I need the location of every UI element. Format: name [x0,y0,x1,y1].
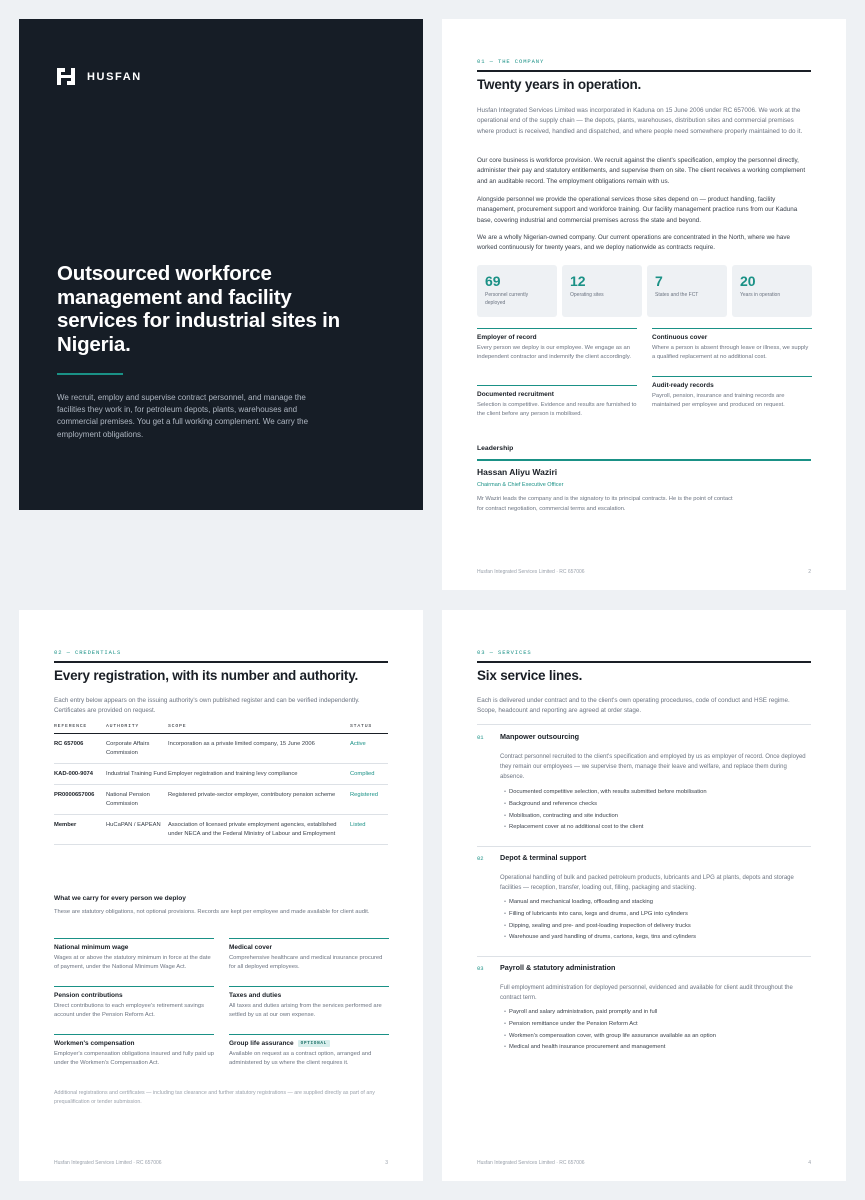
stat-value: 69 [485,273,501,289]
page-title: Six service lines. [477,668,583,683]
cell-authority: National Pension Commission [106,792,150,807]
list-item: • Manual and mechanical loading, offloading and stacking [504,897,804,909]
obligation-body: Wages at or above the statutory minimum in force at the date of payment, under the National Minimum Wage Act. [54,955,211,971]
company-paragraph: Alongside personnel we provide the operational services those sites depend on — product handling, facility management, procurement support and workforce training. Our facility management practice runs from our Kaduna base, covering industrial and commercial premises across the state and beyond. [477,196,798,224]
obligation-title: Taxes and duties [229,992,282,999]
cell-authority: Corporate Affairs Commission [106,741,150,756]
stat-value: 7 [655,273,663,289]
list-item: • Pension remittance under the Pension Reform Act [504,1019,804,1031]
feature-title: Audit-ready records [652,382,714,389]
column-header: REFERENCE [54,724,88,729]
page-title: Every registration, with its number and authority. [54,668,359,683]
page-title: Twenty years in operation. [477,77,642,92]
services-intro: Each is delivered under contract and to the client's own operating procedures, code of conduct and HSE regime. Scope, headcount and reporting are agreed at order stage. [477,697,790,715]
feature-body: Every person we deploy is our employee. We engage as an independent contractor and indemnify the client accordingly. [477,345,631,361]
feature-block [477,385,637,420]
leader-bio: Mr Waziri leads the company and is the signatory to its principal contracts. He is the point of contact for contract negotiation, commercial terms and escalation. [477,496,733,512]
page-footer: Husfan Integrated Services Limited · RC 657006 [477,569,585,575]
credentials-page [19,610,423,1181]
feature-block [477,328,637,363]
list-item: • Payroll and salary administration, paid promptly and in full [504,1007,804,1019]
service-bullets [504,1007,804,1054]
obligation-title: Workmen's compensation [54,1040,135,1047]
column-header: SCOPE [168,724,187,729]
service-number: 03 [477,965,484,972]
page-number: 2 [808,569,811,575]
column-header: AUTHORITY [106,724,140,729]
service-body: Operational handling of bulk and packed petroleum products, lubricants and LPG at plants, depots and storage facilities — reception, transfer, loading out, filling, packaging and stacking. [500,875,794,891]
cell-scope: Employer registration and training levy compliance [168,771,298,777]
table-row [54,785,388,815]
optional-badge: OPTIONAL [298,1040,330,1047]
service-title: Payroll & statutory administration [500,963,616,972]
brand-logo [57,68,142,85]
service-bullets [504,897,804,944]
leadership-rule [477,459,811,461]
services-divider [477,724,811,725]
page-number: 3 [385,1160,388,1166]
stat-label: Years in operation [740,292,781,298]
stat-label: Personnel currently deployed [485,292,529,306]
feature-title: Documented recruitment [477,391,554,398]
page-number: 4 [808,1160,811,1166]
stat-card [647,265,727,317]
service-body: Contract personnel recruited to the client's specification and employed by us as employer of record. Once deployed they remain our employees — we supervise them, manage their leave and welfare, and replace them during absence. [500,754,806,780]
cell-status: Registered [350,792,379,798]
cell-status: Active [350,741,366,747]
obligation-title: National minimum wage [54,944,129,951]
obligation-title-text: Group life assurance [229,1040,294,1047]
table-header [54,724,388,734]
company-lead: Husfan Integrated Services Limited was incorporated in Kaduna on 15 June 2006 under RC 657006. We work at the operational end of the supply chain — the depots, plants, warehouses, distribution sites and commercial premises where product is received, handled and dispatched, and where people need somewhere properly maintained to do it. [477,107,803,135]
page-footer: Husfan Integrated Services Limited · RC 657006 [54,1160,162,1166]
stat-value: 20 [740,273,756,289]
obligation-body: All taxes and duties arising from the services performed are settled by us at our own expense. [229,1003,382,1019]
section-eyebrow: 02 — CREDENTIALS [54,649,122,656]
company-paragraph: Our core business is workforce provision. We recruit against the client's specification, employ the personnel directly, administer their pay and statutory entitlements, and supervise them on site. The client receives a working complement and an auditable record. The employment obligations remain with us. [477,157,806,185]
company-paragraph: We are a wholly Nigerian-owned company. Our current operations are concentrated in the North, where we have worked continuously for twenty years, and we deploy nationwide as contracts require. [477,234,791,252]
title-rule [477,70,811,72]
service-title: Depot & terminal support [500,853,587,862]
cover-page [19,19,423,510]
cell-scope: Registered private-sector employer, contributory pension scheme [168,792,336,798]
obligation-block [229,938,389,973]
stat-card [732,265,812,317]
list-item: • Replacement cover at no additional cost to the client [504,822,804,834]
list-item: • Mobilisation, contracting and site induction [504,811,804,823]
cell-reference: RC 657006 [54,741,84,747]
service-title: Manpower outsourcing [500,732,580,741]
feature-title: Continuous cover [652,334,708,341]
obligation-title: Medical cover [229,944,272,951]
cover-body: We recruit, employ and supervise contract personnel, and manage the facilities they work in, for petroleum depots, plants, warehouses and commercial premises. You get a full working complement. We carry the employment obligations. [57,393,309,439]
list-item: • Warehouse and yard handling of drums, cartons, kegs, tins and cylinders [504,932,804,944]
cell-status: Complied [350,771,375,777]
service-body: Full employment administration for deployed personnel, evidenced and available for client audit throughout the contract term. [500,985,793,1001]
leader-role: Chairman & Chief Executive Officer [477,482,564,488]
cover-divider [57,373,123,375]
brand-wordmark: HUSFAN [87,70,142,83]
services-divider [477,846,811,847]
page-footer: Husfan Integrated Services Limited · RC 657006 [477,1160,585,1166]
obligation-body: Direct contributions to each employee's retirement savings account under the Pension Reform Act. [54,1003,204,1019]
services-page [442,610,846,1181]
company-page [442,19,846,590]
cell-reference: PR0000657006 [54,792,95,798]
table-row [54,734,388,764]
cell-authority: Industrial Training Fund [106,771,167,777]
leadership-heading: Leadership [477,445,514,452]
list-item: • Documented competitive selection, with results submitted before mobilisation [504,787,804,799]
feature-block [652,376,812,411]
title-rule [477,661,811,663]
obligation-block [54,938,214,973]
obligation-block [54,1034,214,1069]
list-item: • Background and reference checks [504,799,804,811]
husfan-logo-icon [57,68,75,85]
feature-block [652,328,812,363]
stat-card [477,265,557,317]
feature-title: Employer of record [477,334,537,341]
section-eyebrow: 01 — THE COMPANY [477,58,545,65]
obligation-body: Comprehensive healthcare and medical insurance procured for all deployed employees. [229,955,383,971]
cell-reference: KAD-000-9074 [54,771,93,777]
carry-intro: These are statutory obligations, not optional provisions. Records are kept per employee and made available for client audit. [54,909,370,915]
list-item: • Dipping, sealing and pre- and post-loading inspection of delivery trucks [504,921,804,933]
registrations-table [54,724,388,845]
feature-body: Selection is competitive. Evidence and results are furnished to the client before any person is mobilised. [477,402,637,418]
obligation-body: Employer's compensation obligations insured and fully paid up under the Workmen's Compensation Act. [54,1051,214,1067]
list-item: • Workmen's compensation cover, with group life assurance available as an option [504,1031,804,1043]
credentials-note: Additional registrations and certificates — including tax clearance and further statutory registrations — are supplied directly as part of any prequalification or tender submission. [54,1090,375,1105]
cell-scope: Incorporation as a private limited company, 15 June 2006 [168,741,315,747]
obligation-block [229,1034,389,1069]
service-number: 02 [477,855,484,862]
cell-status: Listed [350,822,366,828]
service-number: 01 [477,734,484,741]
obligation-body: Available on request as a contract option, arranged and administered by us where the client requires it. [229,1051,372,1067]
carry-heading: What we carry for every person we deploy [54,895,186,902]
services-divider [477,956,811,957]
column-header: STATUS [350,724,373,729]
table-row [54,764,388,785]
cover-title: Outsourced workforce management and facility services for industrial sites in Nigeria. [57,262,340,356]
stat-label: States and the FCT [655,292,699,298]
feature-body: Where a person is absent through leave or illness, we supply a qualified replacement at no additional cost. [652,345,809,361]
cell-scope: Association of licensed private employment agencies, established under NECA and the Federal Ministry of Labour and Employment [168,822,337,837]
stat-value: 12 [570,273,586,289]
title-rule [54,661,388,663]
stat-card [562,265,642,317]
list-item: • Medical and health insurance procurement and management [504,1042,804,1054]
feature-body: Payroll, pension, insurance and training records are maintained per employee and produced on request. [652,393,785,409]
service-bullets [504,787,804,834]
cell-authority: HuCaPAN / EAPEAN [106,822,161,828]
list-item: • Filling of lubricants into cans, kegs and drums, and LPG into cylinders [504,909,804,921]
obligation-title [229,1040,389,1047]
stat-label: Operating sites [570,292,604,298]
obligation-title: Pension contributions [54,992,123,999]
leader-name: Hassan Aliyu Waziri [477,467,558,477]
obligation-block [54,986,214,1021]
obligation-block [229,986,389,1021]
section-eyebrow: 03 — SERVICES [477,649,532,656]
cell-reference: Member [54,822,77,828]
table-row [54,815,388,845]
credentials-intro: Each entry below appears on the issuing authority's own published register and can be verified independently. Certificates are provided on request. [54,697,360,715]
